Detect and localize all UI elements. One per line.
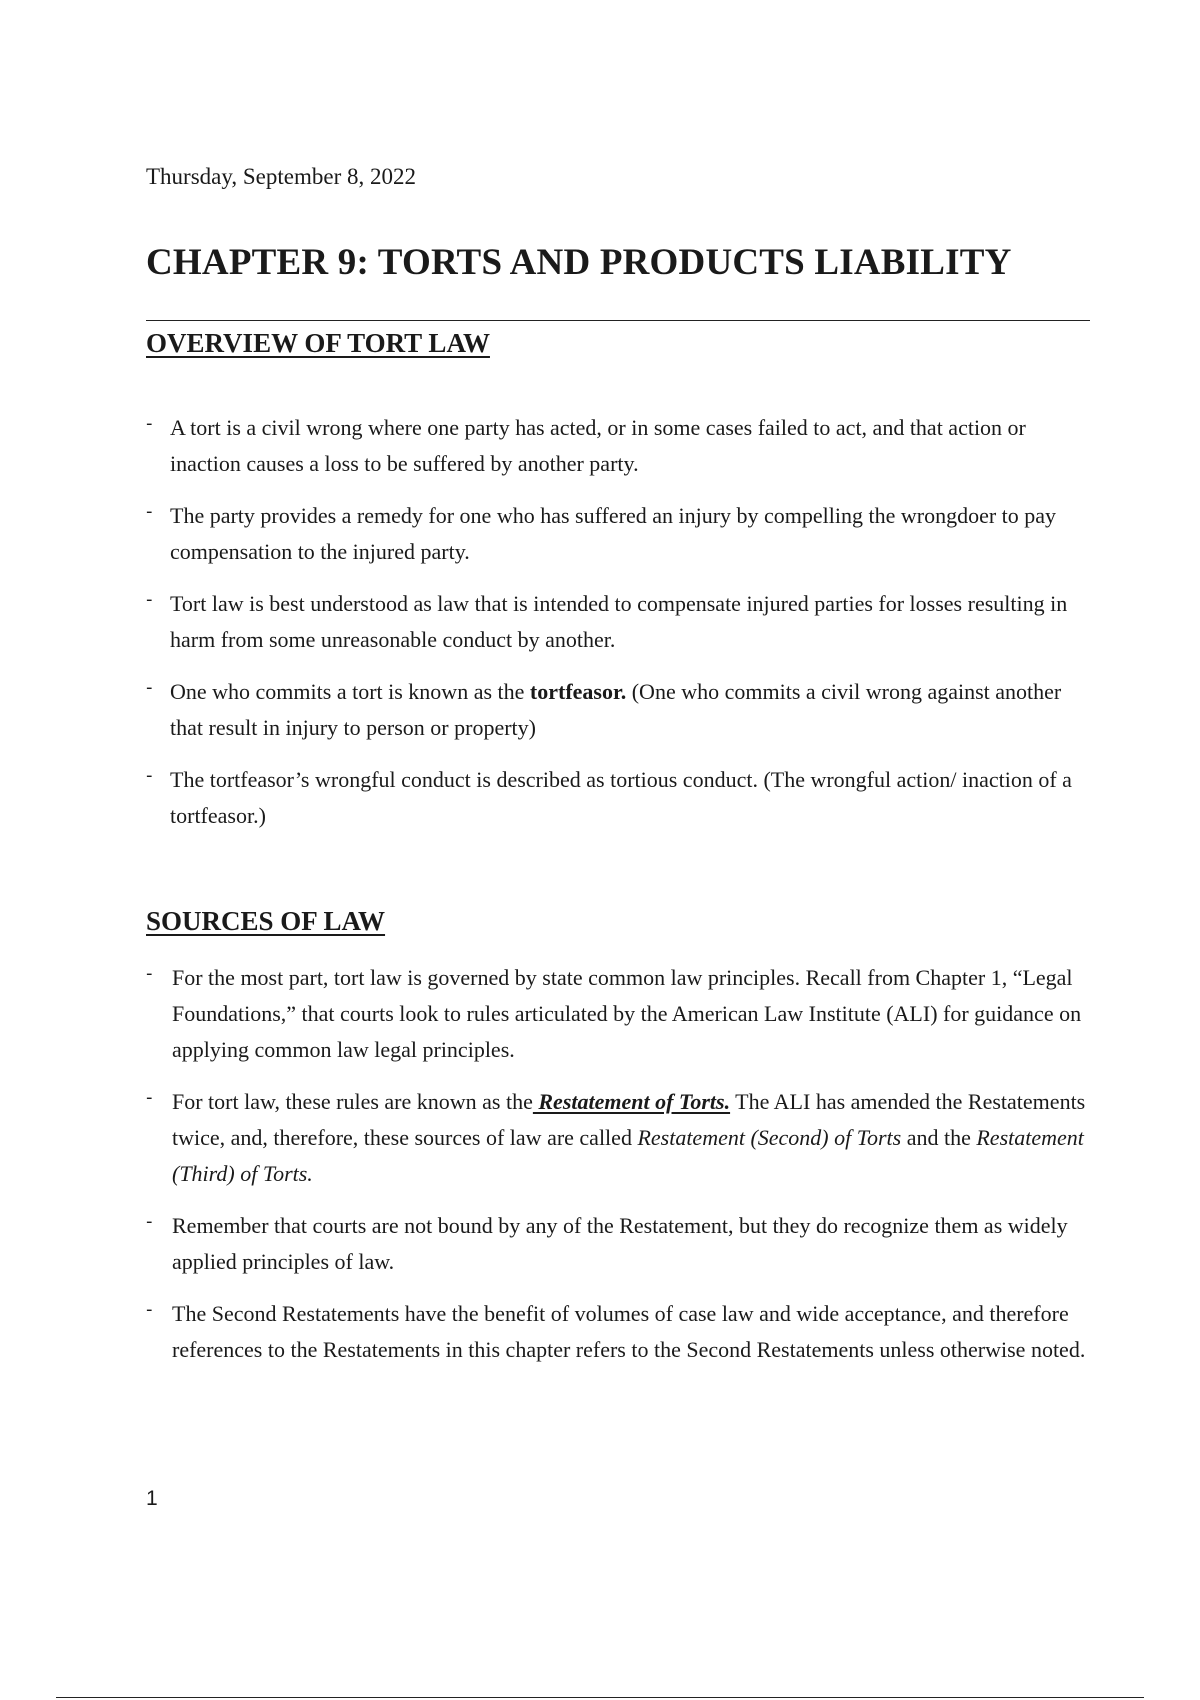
bullet-text-part: (One who commits a civil wrong against another that result in injury to person or property)	[170, 679, 1062, 740]
bullet-text	[172, 1089, 1085, 1186]
term-tortfeasor: tortfeasor.	[529, 679, 627, 704]
section-heading-sources: SOURCES OF LAW	[146, 906, 386, 936]
list-item	[146, 1084, 1090, 1192]
bullet-text: Tort law is best understood as law that is intended to compensate injured parties for losses resulting in harm from some unreasonable conduct by another.	[170, 591, 1068, 652]
restatement-second-title: Restatement (Second) of Torts	[637, 1125, 902, 1150]
bullet-text-part: The ALI has amended the Restatements twice, and, therefore, these sources of law are called	[172, 1089, 1086, 1150]
list-item	[146, 498, 1090, 570]
dash-bullet-icon: -	[146, 1211, 153, 1232]
list-item	[146, 1208, 1090, 1280]
restatement-third-title: Restatement (Third) of Torts.	[172, 1125, 1084, 1186]
bullet-text: The party provides a remedy for one who has suffered an injury by compelling the wrongdoer to pay compensation to the injured party.	[170, 503, 1057, 564]
bullet-text: For the most part, tort law is governed by state common law principles. Recall from Chapter 1, “Legal Foundations,” that courts look to rules articulated by the American Law Institute (ALI) for guidance on applying common law legal principles.	[172, 965, 1082, 1062]
bullet-text	[170, 679, 1061, 740]
sources-bullet-list	[146, 960, 1090, 1384]
dash-bullet-icon: -	[146, 765, 153, 786]
list-item	[146, 762, 1090, 834]
list-item	[146, 586, 1090, 658]
list-item	[146, 410, 1090, 482]
restatement-of-torts-term: Restatement of Torts.	[532, 1089, 731, 1114]
dash-bullet-icon: -	[146, 677, 153, 698]
bullet-text: The Second Restatements have the benefit of volumes of case law and wide acceptance, and therefore references to the Restatements in this chapter refers to the Second Restatements unless otherwise noted.	[172, 1301, 1086, 1362]
list-item	[146, 1296, 1090, 1368]
title-divider	[146, 320, 1090, 321]
list-item	[146, 674, 1090, 746]
dash-bullet-icon: -	[146, 1087, 153, 1108]
document-date: Thursday, September 8, 2022	[146, 164, 416, 189]
overview-bullet-list	[146, 410, 1090, 850]
bullet-text-part: For tort law, these rules are known as the	[172, 1089, 533, 1114]
chapter-title: CHAPTER 9: TORTS AND PRODUCTS LIABILITY	[146, 242, 1012, 283]
section-heading-overview: OVERVIEW OF TORT LAW	[146, 328, 490, 358]
page-number: 1	[146, 1487, 158, 1510]
dash-bullet-icon: -	[146, 413, 153, 434]
bullet-text: Remember that courts are not bound by any of the Restatement, but they do recognize them as widely applied principles of law.	[172, 1213, 1068, 1274]
bullet-text: A tort is a civil wrong where one party has acted, or in some cases failed to act, and that action or inaction causes a loss to be suffered by another party.	[170, 415, 1026, 476]
dash-bullet-icon: -	[146, 501, 153, 522]
dash-bullet-icon: -	[146, 1299, 153, 1320]
bullet-text-part: One who commits a tort is known as the	[170, 679, 530, 704]
footer-divider	[56, 1697, 1144, 1698]
dash-bullet-icon: -	[146, 963, 153, 984]
bullet-text-part: and the	[901, 1125, 977, 1150]
bullet-text: The tortfeasor’s wrongful conduct is described as tortious conduct. (The wrongful action/ inaction of a tortfeasor.)	[170, 767, 1072, 828]
dash-bullet-icon: -	[146, 589, 153, 610]
list-item	[146, 960, 1090, 1068]
